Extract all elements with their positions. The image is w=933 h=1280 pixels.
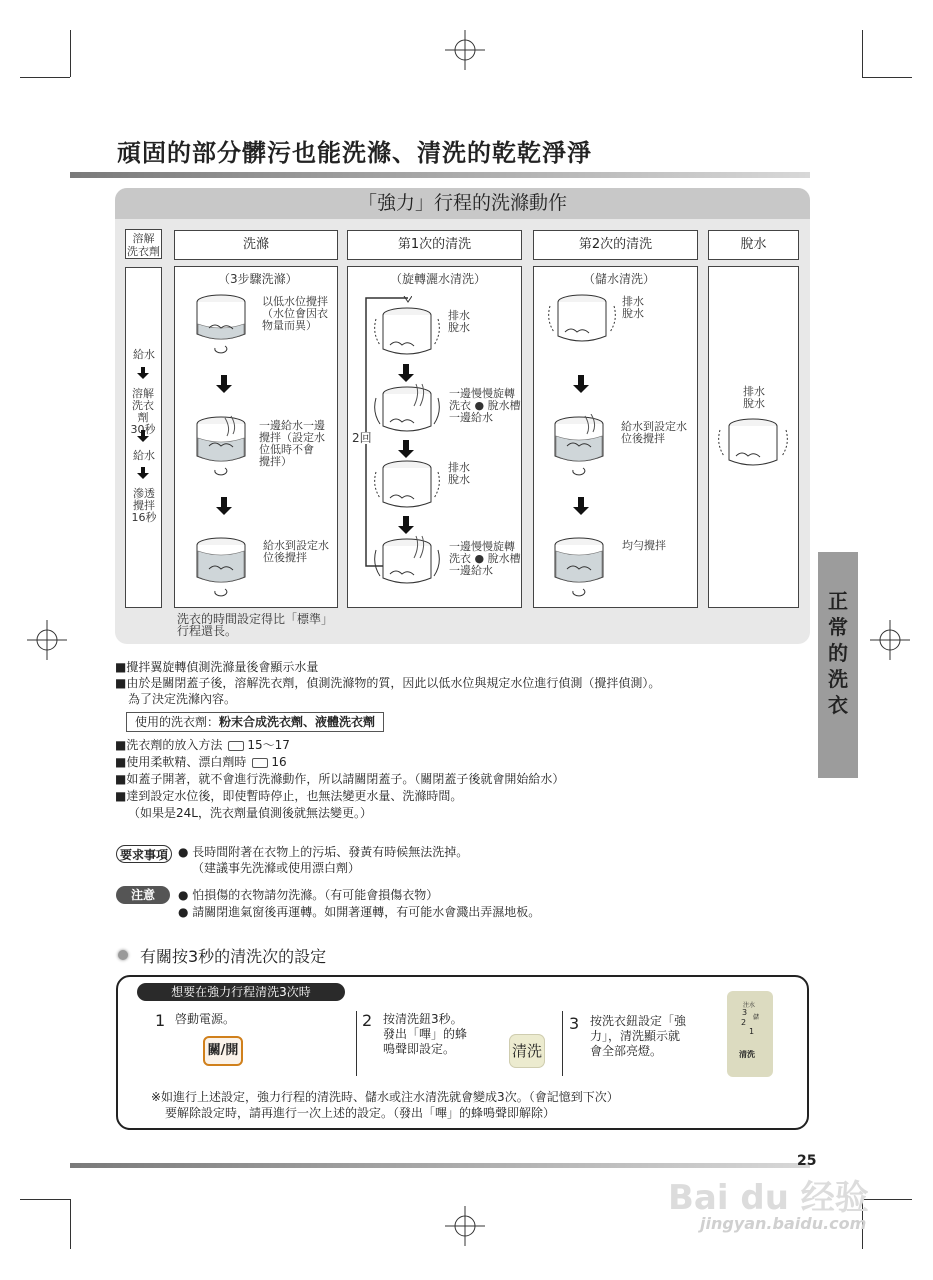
registration-mark-top <box>445 30 485 70</box>
crop-mark <box>70 30 71 77</box>
detergent-value: 粉末合成洗衣劑、液體洗衣劑 <box>219 715 376 729</box>
panel-label: 清洗 <box>739 1050 755 1059</box>
dissolve-step-1: 給水 <box>133 348 155 361</box>
rinse2-label-3: 均勻攪拌 <box>622 539 666 552</box>
side-tab-char: 的 <box>828 641 848 665</box>
detergent-box <box>126 712 384 732</box>
drum-rotate-fill-icon <box>372 534 442 592</box>
registration-mark-right <box>870 620 910 660</box>
drum-low-water-icon <box>195 292 250 354</box>
watermark-url: jingyan.baidu.com <box>700 1214 867 1233</box>
header-wash: 洗滌 <box>174 230 338 260</box>
section-footnote-2: 要解除設定時，請再進行一次上述的設定。（發出「嗶」的蜂鳴聲即解除） <box>165 1106 556 1120</box>
dissolve-step-3: 給水 <box>133 449 155 462</box>
drum-drain-spin-icon <box>372 458 442 516</box>
section-title: 有關按3秒的清洗次的設定 <box>140 947 327 966</box>
note-3 <box>115 738 290 753</box>
rinse1-label-3: 排水 脫水 <box>448 461 470 486</box>
rinse1-label-2: 一邊慢慢旋轉 洗衣 ● 脫水槽 一邊給水 <box>449 387 521 424</box>
page-ref-icon <box>228 741 244 751</box>
wash-subtitle: （3步驟洗滌） <box>218 272 298 286</box>
note-1: ■攪拌翼旋轉偵測洗滌量後會顯示水量 <box>115 660 319 674</box>
drum-full-stir-icon <box>195 535 250 597</box>
watermark-brand: Bai du 经验 <box>668 1178 869 1218</box>
dissolve-step-2: 溶解 洗衣劑 30秒 <box>130 387 156 436</box>
crop-mark <box>70 1199 71 1249</box>
registration-mark-bottom <box>445 1206 485 1246</box>
side-tab-char: 衣 <box>828 693 848 717</box>
panel-digit: 1 <box>749 1027 755 1036</box>
dissolve-step-4: 滲透 攪拌 16秒 <box>131 487 157 524</box>
caution-line-1: ● 怕損傷的衣物請勿洗滌。（有可能會損傷衣物） <box>178 888 439 902</box>
rinse2-subtitle: （儲水清洗） <box>583 272 656 286</box>
section-bullet-icon <box>118 950 128 960</box>
note-6: ■達到設定水位後，即使暫時停止，也無法變更水量、洗滌時間。 <box>115 789 463 803</box>
note-5: ■如蓋子開著，就不會進行洗滌動作，所以請關閉蓋子。（關閉蓋子後就會開始給水） <box>115 772 565 786</box>
page-title: 頑固的部分髒污也能洗滌、清洗的乾乾淨淨 <box>117 139 592 167</box>
caution-line-2: ● 請關閉進氣窗後再運轉。如開著運轉，有可能水會濺出弄濕地板。 <box>178 905 541 919</box>
note-4 <box>115 755 287 770</box>
title-rule <box>70 172 810 178</box>
drum-full-stir-icon <box>553 535 608 597</box>
footer-rule <box>70 1163 810 1168</box>
note-3-ref: 15～17 <box>247 738 290 752</box>
drum-drain-spin-icon <box>714 416 792 474</box>
crop-mark <box>20 77 70 78</box>
panel-footnote: 洗衣的時間設定得比「標準」 行程還長。 <box>177 612 334 638</box>
header-rinse2: 第2次的清洗 <box>533 230 698 260</box>
crop-mark <box>20 1199 70 1200</box>
note-3-text: ■洗衣劑的放入方法 <box>115 738 223 752</box>
rinse1-subtitle: （旋轉灑水清洗） <box>390 272 487 286</box>
crop-mark <box>862 30 863 77</box>
panel-digit: 3 <box>742 1008 748 1017</box>
detergent-prefix: 使用的洗衣劑： <box>135 715 220 729</box>
step-1-number: 1 <box>155 1011 166 1030</box>
control-panel-image <box>727 991 773 1077</box>
page-number: 25 <box>797 1153 817 1169</box>
note-6b: （如果是24L，洗衣劑量偵測後就無法變更。） <box>128 806 372 820</box>
note-4-ref: 16 <box>271 755 287 769</box>
power-button[interactable]: 關/開 <box>203 1036 243 1066</box>
rinse1-label-1: 排水 脫水 <box>448 309 470 334</box>
rinse-button[interactable]: 清洗 <box>509 1034 545 1068</box>
rinse1-label-4: 一邊慢慢旋轉 洗衣 ● 脫水槽 一邊給水 <box>449 540 521 577</box>
section-footnote-1: ※如進行上述設定，強力行程的清洗時、儲水或注水清洗就會變成3次。（會記憶到下次） <box>151 1090 619 1104</box>
step-1-text: 啓動電源。 <box>175 1012 236 1026</box>
drum-rotate-fill-icon <box>372 382 442 440</box>
header-dissolve: 溶解 洗衣劑 <box>125 229 162 259</box>
side-tab-char: 洗 <box>828 667 848 691</box>
step-divider <box>562 1011 563 1076</box>
side-tab-char: 常 <box>828 615 848 639</box>
step-3-number: 3 <box>569 1014 580 1033</box>
note-2b: 為了決定洗滌內容。 <box>128 692 237 706</box>
header-rinse1: 第1次的清洗 <box>347 230 522 260</box>
note-4-text: ■使用柔軟精、漂白劑時 <box>115 755 247 769</box>
panel-small-label: 儲 <box>753 1014 760 1021</box>
request-line-2: （建議事先洗滌或使用漂白劑） <box>192 861 361 875</box>
repeat-label: 2回 <box>352 431 372 445</box>
side-tab-label <box>818 588 858 718</box>
spin-label-1: 排水 脫水 <box>743 385 765 410</box>
step-divider <box>356 1011 357 1076</box>
drum-drain-spin-icon <box>372 305 442 363</box>
wash-label-2: 一邊給水一邊 攪拌（設定水 位低時不會 攪拌） <box>259 419 325 468</box>
side-tab-char: 正 <box>828 589 848 613</box>
panel-digit: 注水 <box>743 1002 756 1009</box>
wash-label-3: 給水到設定水 位後攪拌 <box>263 539 329 564</box>
panel-digit: 2 <box>741 1018 747 1027</box>
crop-mark <box>862 1199 912 1200</box>
step-3-text: 按洗衣鈕設定「強 力」，清洗顯示就 會全部亮燈。 <box>590 1014 687 1058</box>
rinse2-label-2: 給水到設定水 位後攪拌 <box>621 420 687 445</box>
caution-badge: 注意 <box>116 886 170 904</box>
step-2-number: 2 <box>362 1011 373 1030</box>
step-2-text: 按清洗鈕3秒。 發出「嗶」的蜂 鳴聲即設定。 <box>383 1012 468 1056</box>
page-ref-icon <box>252 758 268 768</box>
wash-label-1: 以低水位攪拌 （水位會因衣 物量而異） <box>262 295 328 332</box>
drum-drain-spin-icon <box>545 292 620 350</box>
header-spin: 脫水 <box>708 230 799 260</box>
note-2: ■由於是關閉蓋子後，溶解洗衣劑，偵測洗滌物的質，因此以低水位與規定水位進行偵測（攪拌偵測）。 <box>115 676 661 690</box>
crop-mark <box>862 77 912 78</box>
registration-mark-left <box>27 620 67 660</box>
settings-tab: 想要在強力行程清洗3次時 <box>137 983 345 1001</box>
request-badge: 要求事項 <box>116 845 172 863</box>
drum-fill-stir-icon <box>553 414 608 476</box>
request-line-1: ● 長時間附著在衣物上的污垢、發黃有時候無法洗掉。 <box>178 845 469 859</box>
panel-heading: 「強力」行程的洗滌動作 <box>115 188 810 219</box>
drum-fill-stir-icon <box>195 414 250 476</box>
rinse2-label-1: 排水 脫水 <box>622 295 644 320</box>
